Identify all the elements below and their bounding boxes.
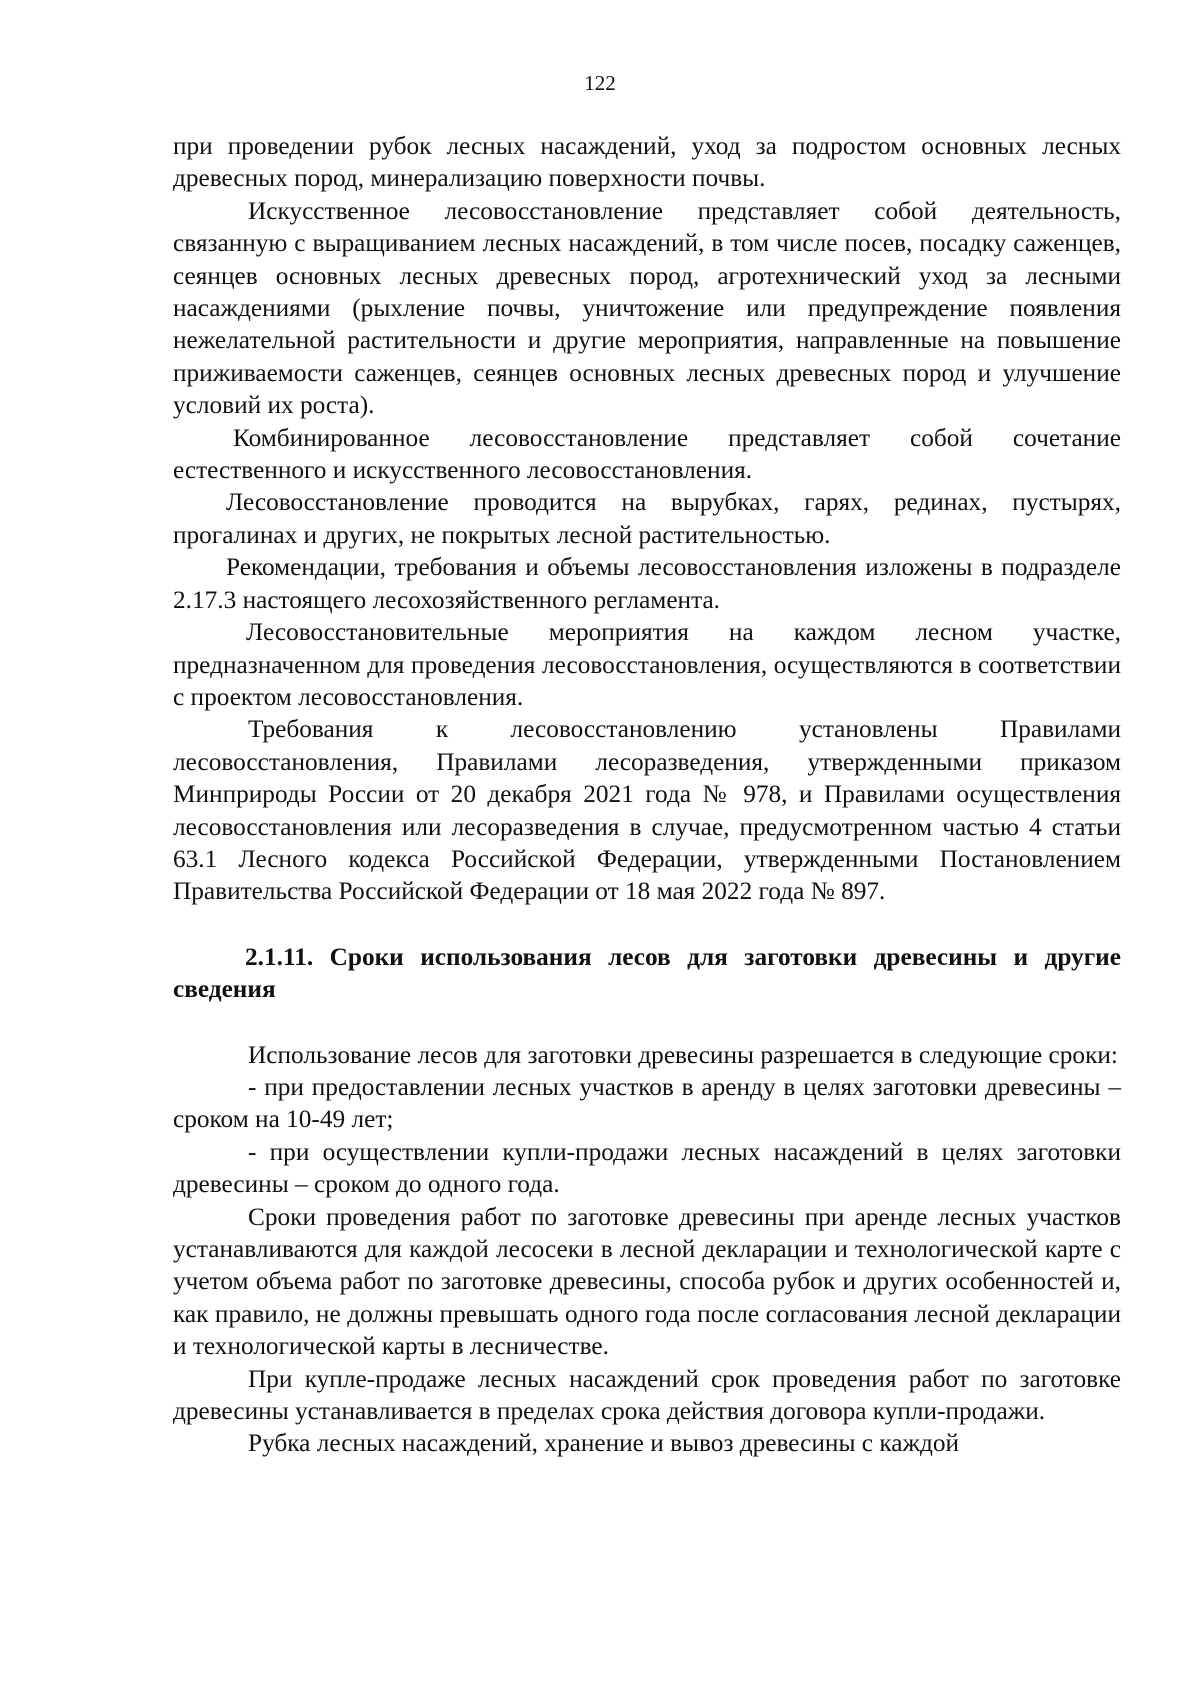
paragraph: Искусственное лесовосстановление представляет собой деятельность, связанную с выращиванием лесных насаждений, в том числе посев, посадку саженцев, сеянцев основных лесных древесных пород, агротехнический уход за лесными насаждениями (рыхление почвы, уничтожение или предупреждение появления нежелательной растительности и другие мероприятия, направленные на повышение приживаемости саженцев, сеянцев основных лесных древесных пород и улучшение условий их роста).	[173, 196, 1121, 420]
list-item: - при предоставлении лесных участков в аренду в целях заготовки древесины – сроком на 10-49 лет;	[173, 1072, 1121, 1134]
paragraph: Сроки проведения работ по заготовке древесины при аренде лесных участков устанавливаются для каждой лесосеки в лесной декларации и технологической карте с учетом объема работ по заготовке древесины, способа рубок и других особенностей и, как правило, не должны превышать одного года после согласования лесной декларации и технологической карты в лесничестве.	[173, 1202, 1121, 1361]
paragraph: при проведении рубок лесных насаждений, уход за подростом основных лесных древесных пород, минерализацию поверхности почвы.	[173, 132, 1121, 193]
list-item: - при осуществлении купли-продажи лесных насаждений в целях заготовки древесины – сроком до одного года.	[173, 1137, 1121, 1199]
section-heading: 2.1.11. Сроки использования лесов для заготовки древесины и другие сведения	[173, 942, 1121, 1004]
paragraph: Использование лесов для заготовки древесины разрешается в следующие сроки:	[248, 1040, 1118, 1069]
paragraph: Рекомендации, требования и объемы лесовосстановления изложены в подразделе 2.17.3 настоящего лесохозяйственного регламента.	[173, 553, 1121, 614]
paragraph: Рубка лесных насаждений, хранение и вывоз древесины с каждой	[248, 1429, 960, 1458]
paragraph: Требования к лесовосстановлению установлены Правилами лесовосстановления, Правилами лесоразведения, утвержденными приказом Минприроды России от 20 декабря 2021 года № 978, и Правилами осуществления лесовосстановления или лесоразведения в случае, предусмотренном частью 4 статьи 63.1 Лесного кодекса Российской Федерации, утвержденными Постановлением Правительства Российской Федерации от 18 мая 2022 года № 897.	[173, 715, 1121, 906]
paragraph: Лесовосстановление проводится на вырубках, гарях, рединах, пустырях, прогалинах и других, не покрытых лесной растительностью.	[173, 488, 1121, 549]
paragraph: При купле-продаже лесных насаждений срок проведения работ по заготовке древесины устанавливается в пределах срока действия договора купли-продажи.	[173, 1364, 1121, 1426]
paragraph: Комбинированное лесовосстановление представляет собой сочетание естественного и искусственного лесовосстановления.	[173, 423, 1121, 485]
document-body	[173, 130, 1121, 1460]
paragraph: Лесовосстановительные мероприятия на каждом лесном участке, предназначенном для проведения лесовосстановления, осуществляются в соответствии с проектом лесовосстановления.	[173, 618, 1121, 711]
page-number: 122	[584, 71, 616, 95]
